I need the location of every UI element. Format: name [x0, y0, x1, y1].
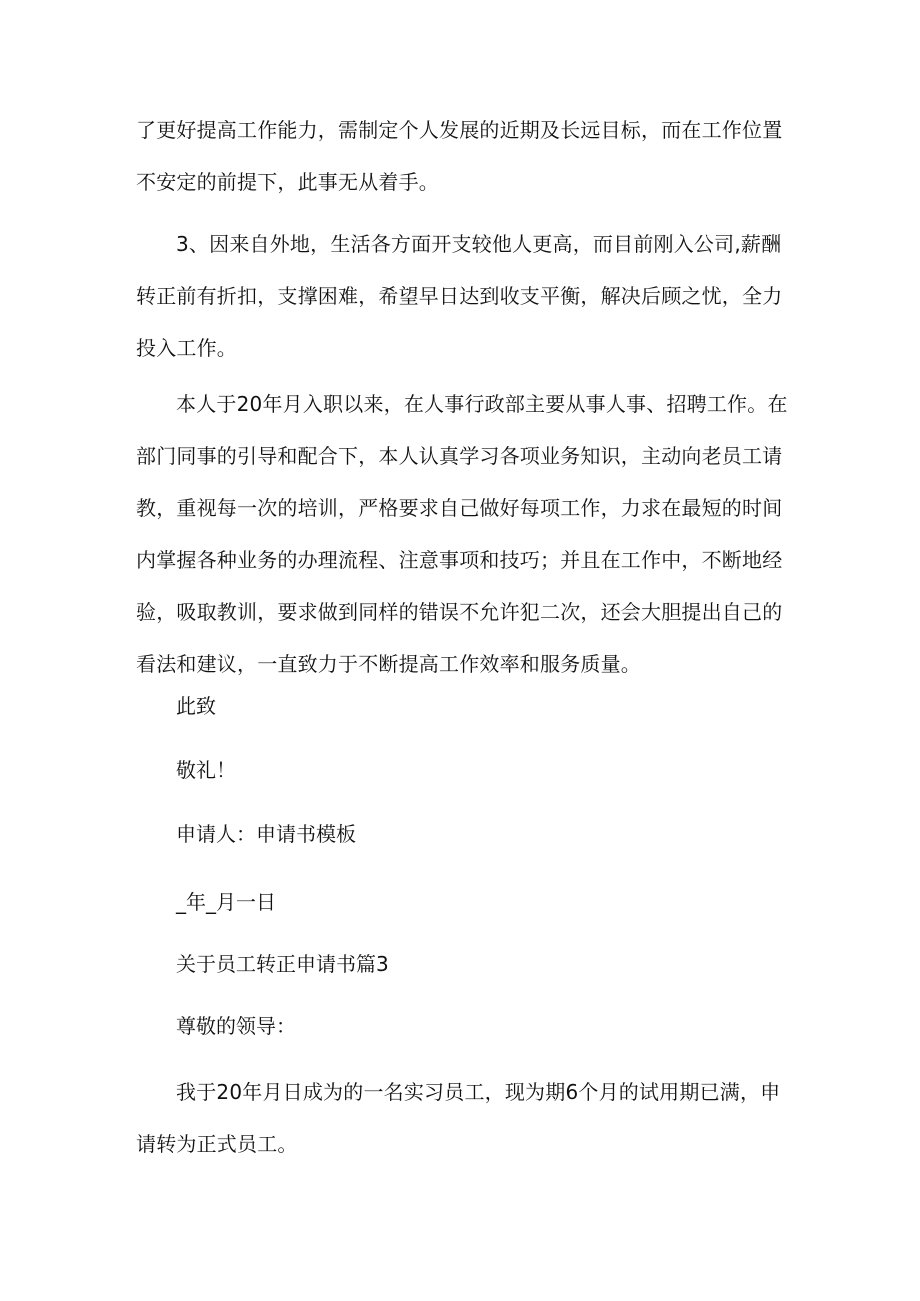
paragraph-point-3 — [136, 218, 786, 374]
text-line: 转正前有折扣，支撑困难，希望早日达到收支平衡，解决后顾之忧，全力 — [136, 284, 783, 308]
text-line: 不安定的前提下，此事无从着手。 — [136, 170, 439, 194]
text-line: 投入工作。 — [136, 336, 237, 360]
paragraph-continuation — [136, 104, 786, 208]
salutation: 尊敬的领导： — [176, 1014, 296, 1038]
text-line: 看法和建议，一直致力于不断提高工作效率和服务质量。 — [136, 652, 641, 676]
text-line: 3、因来自外地，生活各方面开支较他人更高，而目前刚入公司,薪酬 — [176, 232, 782, 256]
text-line: 教，重视每一次的培训，严格要求自己做好每项工作，力求在最短的时间 — [136, 496, 783, 520]
date-line: _年_月一日 — [176, 890, 276, 914]
text-line: 本人于20年月入职以来，在人事行政部主要从事人事、招聘工作。在 — [176, 392, 788, 416]
text-line: 请转为正式员工。 — [136, 1132, 298, 1156]
text-line: 了更好提高工作能力，需制定个人发展的近期及长远目标，而在工作位置 — [136, 118, 783, 142]
paragraph-self-intro — [136, 378, 786, 690]
applicant-line: 申请人：申请书模板 — [176, 822, 356, 846]
closing-ci-zhi: 此致 — [176, 694, 216, 718]
closing-jing-li: 敬礼！ — [176, 758, 236, 782]
text-line: 我于20年月日成为的一名实习员工，现为期6个月的试用期已满，申 — [176, 1080, 781, 1104]
text-line: 验，吸取教训，要求做到同样的错误不允许犯二次，还会大胆提出自己的 — [136, 600, 783, 624]
text-line: 部门同事的引导和配合下，本人认真学习各项业务知识，主动向老员工请 — [136, 444, 783, 468]
paragraph-new-letter — [136, 1066, 786, 1170]
text-line: 内掌握各种业务的办理流程、注意事项和技巧；并且在工作中，不断地经 — [136, 548, 783, 572]
section-title: 关于员工转正申请书篇3 — [176, 952, 389, 976]
